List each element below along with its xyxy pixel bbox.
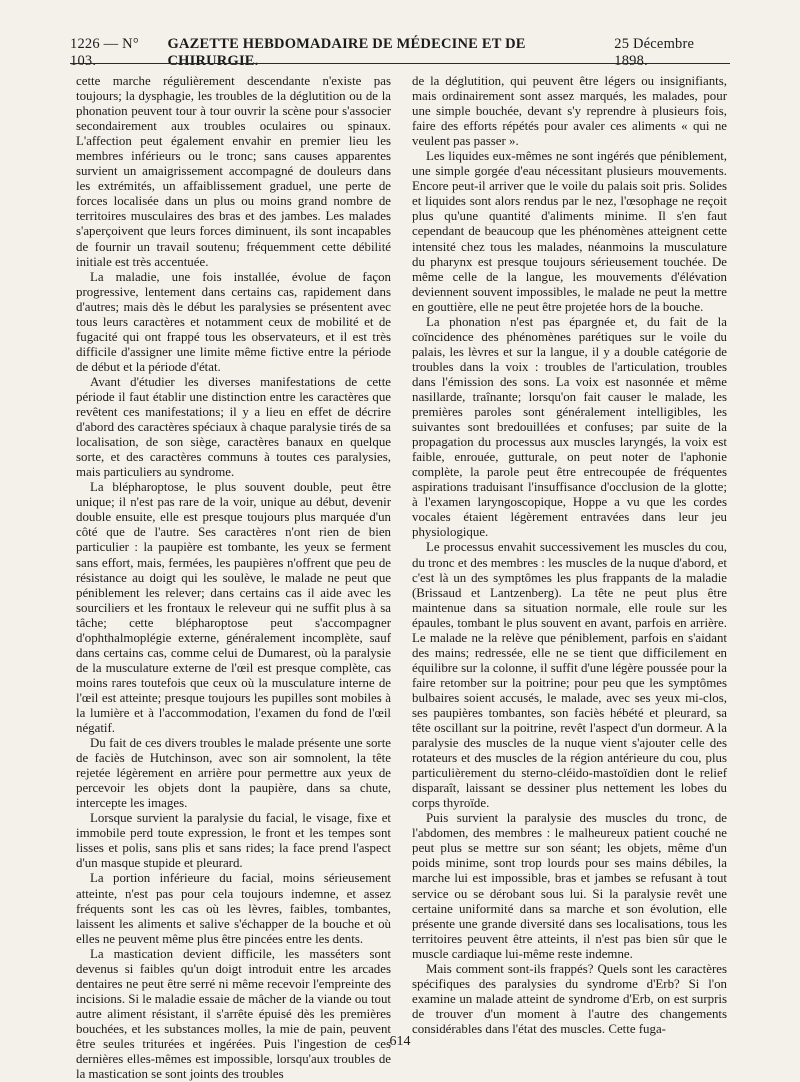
paragraph: Avant d'étudier les diverses manifestations de cette période il faut établir une distinction entre les caractères que revêtent ces manifestations; il y a lieu en effet de décrire d'abord des caractères spéciaux à chaque paralysie tirés de sa localisation, de son siège, caractères banaux en quelque sorte, et des caractères communs à toutes ces paralysies, mais particuliers au syndrome. xyxy=(76,374,391,480)
paragraph: Puis survient la paralysie des muscles du tronc, de l'abdomen, des membres : le malheureux patient couché ne peut plus se mettre sur son séant; les objets, même d'un poids minime, sont trop lourds pour ses mains débiles, la marche lui est impossible, bras et jambes se refusant à tout service ou se dérobant sous lui. Si la paralysie revêt une certaine uniformité dans sa marche et son évolution, elle présente une grande diversité dans ses localisations, tous les territoires peuvent être atteints, il n'est pas bien sûr que le muscle cardiaque lui-même reste indemne. xyxy=(412,811,727,961)
paragraph: Le processus envahit successivement les muscles du cou, du tronc et des membres : les muscles de la nuque d'abord, et c'est là un des symptômes les plus frappants de la maladie (Brissaud et Lantzenberg). La tête ne peut plus être maintenue dans sa situation normale, elle roule sur les épaules, tombant le plus souvent en avant, parfois en arrière. Le malade ne la relève que péniblement, parfois en s'aidant des mains; redressée, elle ne se tient que difficilement en équilibre sur la colonne, il suffit d'une légère poussée pour la faire retomber sur la poitrine; pour peu que les symptômes bulbaires soient accusés, le malade, avec ses yeux mi-clos, ses paupières tombantes, son faciès hébété et pleurard, sa tête oscillant sur la poitrine, revêt l'aspect d'un dormeur. A la paralysie des muscles de la nuque vient s'ajouter celle des rotateurs et des muscles de la région antérieure du cou, plus particulièrement du sterno-cléido-mastoïdien dont le relief disparaît, laissant se dessiner plus nettement les lobes du corps thyroïde. xyxy=(412,540,727,811)
paragraph: Du fait de ces divers troubles le malade présente une sorte de faciès de Hutchinson, avec son air somnolent, la tête rejetée légèrement en arrière pour permettre aux yeux de percevoir les objets dont la paupière, dans sa chute, intercepte les images. xyxy=(76,736,391,811)
journal-title: GAZETTE HEBDOMADAIRE DE MÉDECINE ET DE CHIRURGIE. xyxy=(167,36,526,69)
running-header xyxy=(70,36,730,70)
paragraph: de la déglutition, qui peuvent être légers ou insignifiants, mais ordinairement sont assez marqués, les malades, pour une simple bouchée, devant s'y reprendre à plusieurs fois, faire des efforts répétés pour avaler ces aliments « qui ne veulent pas passer ». xyxy=(412,74,727,149)
left-column xyxy=(76,74,391,1082)
paragraph: La mastication devient difficile, les masséters sont devenus si faibles qu'un doigt introduit entre les arcades dentaires ne peut être serré ni même recevoir l'empreinte des incisions. Si le maladie essaie de mâcher de la viande ou tout autre aliment résistant, il s'arrête épuisé dès les premières bouchées, et les substances molles, la mie de pain, peuvent être seules triturées et ingérées. Puis l'ingestion de ces dernières elles-mêmes est impossible, lorsqu'aux troubles de la mastication se sont joints des troubles xyxy=(76,946,392,1082)
paragraph: cette marche régulièrement descendante n'existe pas toujours; la dysphagie, les troubles de la déglutition ou de la phonation peuvent tour à tour ouvrir la scène pour s'associer secondairement aux troubles oculaires ou spinaux. L'affection peut également envahir en premier lieu les membres inférieurs ou le tronc; sans causes apparentes survient un amaigrissement accompagné de douleurs dans les extrémités, un affaiblissement graduel, une perte de forces localisée dans un plus ou moins grand nombre de territoires musculaires des bras et des jambes. Les malades s'aperçoivent que leurs forces diminuent, ils sont incapables de fournir un travail soutenu; fréquemment cette débilité initiale est très accentuée. xyxy=(76,74,391,269)
paragraph: Lorsque survient la paralysie du facial, le visage, fixe et immobile perd toute expression, le front et les tempes sont lisses et polis, sans plis et sans rides; la face prend l'aspect d'un masque stupide et pleurard. xyxy=(76,811,391,871)
page-number: 614 xyxy=(389,1034,411,1049)
paragraph: La blépharoptose, le plus souvent double, peut être unique; il n'est pas rare de la voir, unique au début, devenir double ensuite, elle est presque toujours plus marquée d'un côté que de l'autre. Ses caractères n'ont rien de bien particulier : la paupière est tombante, les yeux se ferment sans effort, mais, fermées, les paupières n'offrent que peu de résistance au doigt qui les soulève, le malade ne peut que péniblement les relever; dans certains cas il aide avec les sourciliers et les frontaux le releveur qui ne suffit plus à sa tâche; cette blépharoptose peut s'accompagner d'ophthalmoplégie externe, généralement incomplète, sauf dans certains cas, comme celui de Dumarest, où la paralysie de la musculature externe de l'œil est presque complète, cas moins rares toutefois que ceux où la musculature interne de l'œil est atteinte; presque toujours les pupilles sont mobiles à la lumière et à l'accommodation, l'examen du fond de l'œil négatif. xyxy=(76,480,391,736)
page-and-issue-number: 1226 — N° 103. xyxy=(70,36,139,69)
paragraph: La phonation n'est pas épargnée et, du fait de la coïncidence des phénomènes parétiques sur le voile du palais, les lèvres et sur la langue, il y a double catégorie de troubles dans la voix : troubles de l'articulation, troubles dans l'émission des sons. La voix est nasonnée et même nasillarde, traînante; lorsqu'on fait causer le malade, les premières paroles sont généralement intelligibles, les suivantes sont bredouillées et confuses; par suite de la propagation du processus aux muscles laryngés, la voix est faible, enrouée, gutturale, on peut noter de l'aphonie complète, la parole peut être entrecoupée de fréquentes aspirations traduisant l'insuffisance d'occlusion de la glotte; à l'examen laryngoscopique, Hoppe a vu que les cordes vocales étaient légèrement entravées dans leur jeu physiologique. xyxy=(412,314,727,540)
right-column xyxy=(412,74,727,1037)
paragraph: Mais comment sont-ils frappés? Quels sont les caractères spécifiques des paralysies du syndrome d'Erb? Si l'on examine un malade atteint de syndrome d'Erb, on est surpris de trouver d'un moment à l'autre des changements considérables dans l'état des muscles. Cette fuga- xyxy=(412,961,727,1036)
paragraph: La portion inférieure du facial, moins sérieusement atteinte, n'est pas pour cela toujours indemne, et assez fréquents sont les cas où les lèvres, faibles, tombantes, laissent les aliments et salive s'échapper de la bouche et où elles ne peuvent même plus être pincées entre les dents. xyxy=(76,871,391,946)
header-rule xyxy=(70,63,730,64)
paragraph: Les liquides eux-mêmes ne sont ingérés que péniblement, une simple gorgée d'eau nécessitant plusieurs mouvements. Encore peut-il arriver que le voile du palais soit pris. Solides et liquides sont alors rendus par le nez, l'œsophage ne reçoit plus qu'une quantité d'aliments minime. Il s'en faut cependant de beaucoup que les phénomènes atteignent cette intensité chez tous les malades, néanmoins la musculature du pharynx est presque toujours sérieusement touchée. De même celle de la langue, les mouvements d'élévation deviennent souvent impossibles, le malade ne peut la mettre en gouttière, elle ne peut être projetée hors de la bouche. xyxy=(412,149,727,314)
issue-date: 25 Décembre 1898. xyxy=(614,36,695,69)
paragraph: La maladie, une fois installée, évolue de façon progressive, lentement dans certains cas, rapidement dans d'autres; mais dès le début les paralysies se présentent avec tous leurs caractères et notamment ceux de mobilité et de fugacité qui ont frappé tous les observateurs, et il est très difficile d'assigner une limite même fictive entre la période de début et la période d'état. xyxy=(76,269,391,374)
